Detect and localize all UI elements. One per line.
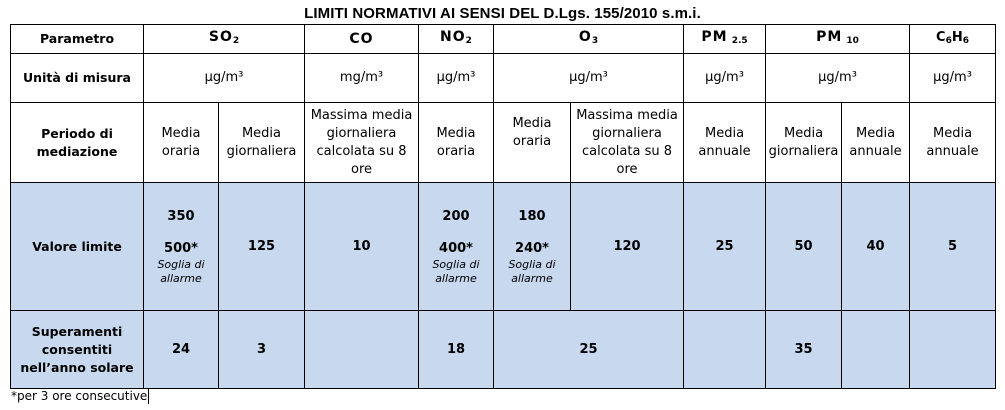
header-row (11, 25, 996, 54)
limit-label: Valore limite (11, 183, 144, 311)
period-pm25-annual: Media annuale (684, 103, 766, 183)
limit-pm10-daily: 50 (766, 183, 842, 311)
footnote: *per 3 ore consecutive (11, 389, 148, 403)
period-co: Massima media giornaliera calcolata su 8 ore (305, 103, 419, 183)
header-co: CO (305, 25, 419, 54)
unit-o3: µg/m³ (494, 54, 684, 103)
limit-so2-daily: 125 (219, 183, 305, 311)
limit-c6h6-annual: 5 (910, 183, 996, 311)
limit-row (11, 183, 996, 311)
unit-co: mg/m³ (305, 54, 419, 103)
period-so2-hourly: Media oraria (144, 103, 219, 183)
exceed-c6h6 (910, 311, 996, 389)
limit-so2-hourly: 350 500* Soglia di allarme (144, 183, 219, 311)
header-pm25: PM 2.5 (684, 25, 766, 54)
limit-pm10-annual: 40 (842, 183, 910, 311)
header-pm10: PM 10 (766, 25, 910, 54)
limit-co: 10 (305, 183, 419, 311)
exceed-so2-daily: 3 (219, 311, 305, 389)
period-so2-daily: Media giornaliera (219, 103, 305, 183)
limit-pm25-annual: 25 (684, 183, 766, 311)
limits-table (10, 24, 996, 389)
unit-pm25: µg/m³ (684, 54, 766, 103)
header-c6h6: $C_6H_6$ (910, 25, 996, 54)
period-pm10-annual: Media annuale (842, 103, 910, 183)
header-parametro: Parametro (11, 25, 144, 54)
exceed-co (305, 311, 419, 389)
units-label: Unità di misura (11, 54, 144, 103)
limit-no2-hourly: 200 400* Soglia di allarme (419, 183, 494, 311)
unit-pm10: µg/m³ (766, 54, 910, 103)
unit-so2: µg/m³ (144, 54, 305, 103)
period-row (11, 103, 996, 183)
limit-o3-hourly: 180 240* Soglia di allarme (494, 183, 571, 311)
period-c6h6-annual: Media annuale (910, 103, 996, 183)
header-so2: $SO_2$ (144, 25, 305, 54)
page-title: LIMITI NORMATIVI AI SENSI DEL D.Lgs. 155/2010 s.m.i. (304, 5, 701, 22)
header-o3: $O_3$ (494, 25, 684, 54)
exceedances-label: Superamenti consentiti nell’anno solare (11, 311, 144, 389)
unit-no2: µg/m³ (419, 54, 494, 103)
exceed-pm10-daily: 35 (766, 311, 842, 389)
period-label: Periodo di mediazione (11, 103, 144, 183)
header-no2: $NO_2$ (419, 25, 494, 54)
exceed-pm10-annual (842, 311, 910, 389)
period-pm10-daily: Media giornaliera (766, 103, 842, 183)
exceed-pm25 (684, 311, 766, 389)
exceed-so2-hourly: 24 (144, 311, 219, 389)
period-o3-hourly: Media oraria (494, 103, 571, 183)
unit-c6h6: µg/m³ (910, 54, 996, 103)
limit-o3-8h: 120 (571, 183, 684, 311)
period-no2-hourly: Media oraria (419, 103, 494, 183)
exceed-no2-hourly: 18 (419, 311, 494, 389)
units-row (11, 54, 996, 103)
exceed-o3: 25 (494, 311, 684, 389)
period-o3-8h: Massima media giornaliera calcolata su 8 ore (571, 103, 684, 183)
exceedances-row (11, 311, 996, 389)
